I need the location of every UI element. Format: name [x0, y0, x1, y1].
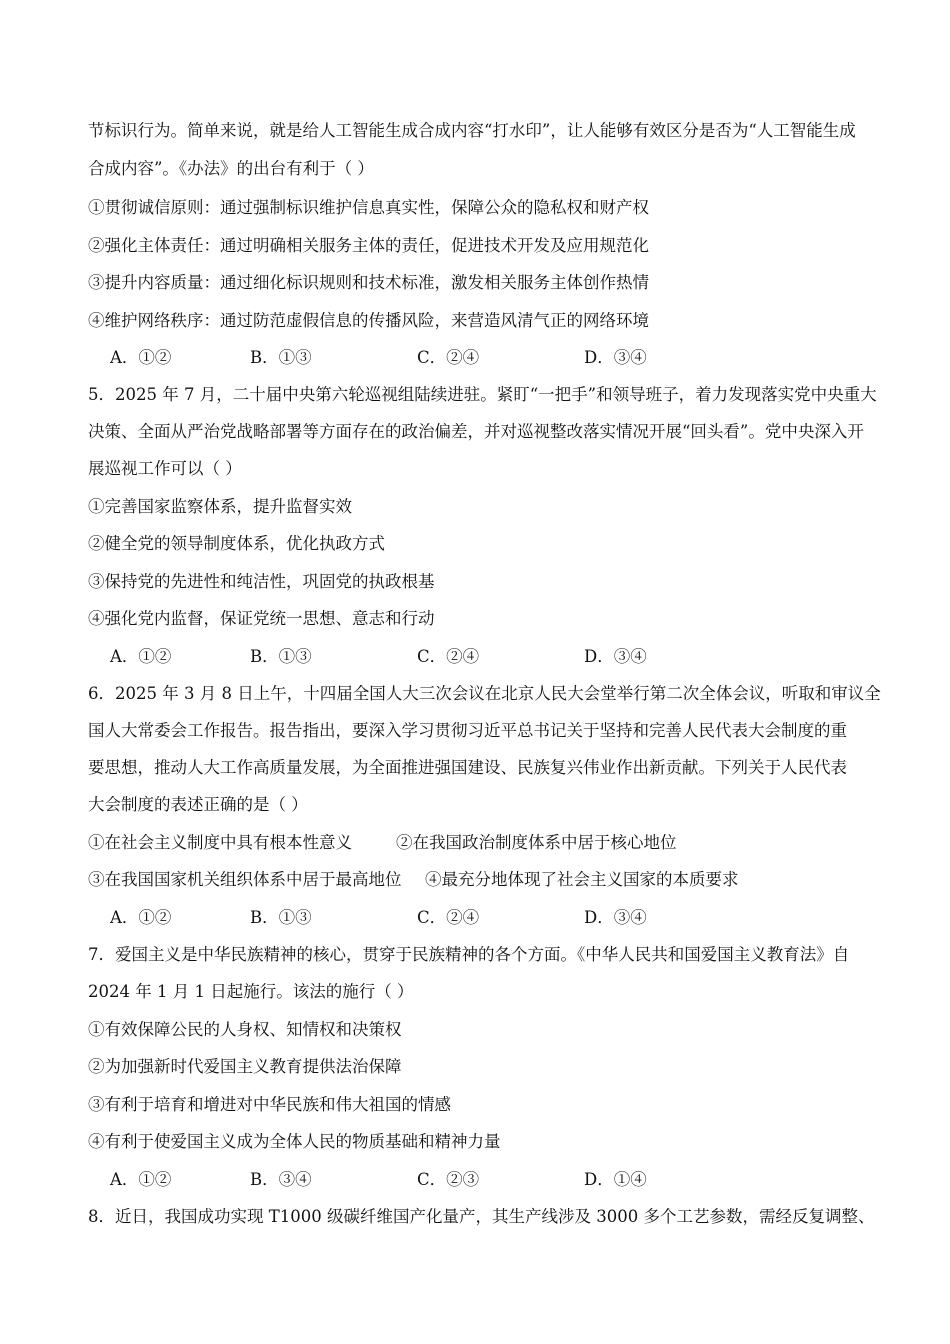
q8-stem-line-1: 8．近日，我国成功实现 T1000 级碳纤维国产化量产，其生产线涉及 3000 多个工艺参数，需经反复调整、	[88, 1207, 875, 1226]
q5-item-1: ①完善国家监察体系，提升监督实效	[88, 497, 352, 516]
q6-item-4: ④最充分地体现了社会主义国家的本质要求	[425, 870, 739, 889]
q7-stem-line-1: 7．爱国主义是中华民族精神的核心，贯穿于民族精神的各个方面。《中华人民共和国爱国主义教育法》自	[88, 945, 850, 964]
q5-item-2: ②健全党的领导制度体系，优化执政方式	[88, 534, 385, 553]
q6-option-a[interactable]: A．①②	[110, 908, 172, 927]
q7-item-4: ④有利于使爱国主义成为全体人民的物质基础和精神力量	[88, 1132, 501, 1151]
q7-option-a[interactable]: A．①②	[110, 1170, 172, 1189]
q6-option-b[interactable]: B．①③	[250, 908, 312, 927]
q6-items-row-1	[88, 832, 868, 854]
q5-option-d[interactable]: D．③④	[584, 647, 647, 666]
q7-item-1: ①有效保障公民的人身权、知情权和决策权	[88, 1020, 402, 1039]
q4-stem-line-1: 节标识行为。简单来说，就是给人工智能生成合成内容“打水印”，让人能够有效区分是否为“人工智能生成	[88, 121, 856, 140]
q4-option-b[interactable]: B．①③	[250, 348, 312, 367]
q5-stem-line-1: 5．2025 年 7 月，二十届中央第六轮巡视组陆续进驻。紧盯“一把手”和领导班子，着力发现落实党中央重大	[88, 385, 877, 404]
q7-option-d[interactable]: D．①④	[584, 1170, 647, 1189]
q5-stem-line-2: 决策、全面从严治党战略部署等方面存在的政治偏差，并对巡视整改落实情况开展“回头看”。党中央深入开	[88, 422, 864, 441]
q5-item-3: ③保持党的先进性和纯洁性，巩固党的执政根基	[88, 572, 435, 591]
q6-item-2: ②在我国政治制度体系中居于核心地位	[396, 833, 677, 852]
q6-stem-line-1: 6．2025 年 3 月 8 日上午，十四届全国人大三次会议在北京人民大会堂举行第二次全体会议，听取和审议全	[88, 684, 881, 703]
q7-item-2: ②为加强新时代爱国主义教育提供法治保障	[88, 1057, 402, 1076]
q4-option-c[interactable]: C．②④	[417, 348, 480, 367]
q7-stem-line-2: 2024 年 1 月 1 日起施行。该法的施行（ ）	[88, 982, 414, 1001]
q4-item-2: ②强化主体责任：通过明确相关服务主体的责任，促进技术开发及应用规范化	[88, 236, 649, 255]
q6-stem-line-3: 要思想，推动人大工作高质量发展，为全面推进强国建设、民族复兴伟业作出新贡献。下列关于人民代表	[88, 758, 847, 777]
q4-option-d[interactable]: D．③④	[584, 348, 647, 367]
q4-stem-line-2: 合成内容”。《办法》的出台有利于（ ）	[88, 159, 374, 178]
q4-item-4: ④维护网络秩序：通过防范虚假信息的传播风险，来营造风清气正的网络环境	[88, 311, 649, 330]
q6-option-d[interactable]: D．③④	[584, 908, 647, 927]
q5-item-4: ④强化党内监督，保证党统一思想、意志和行动	[88, 609, 435, 628]
q6-option-c[interactable]: C．②④	[417, 908, 480, 927]
q5-option-c[interactable]: C．②④	[417, 647, 480, 666]
q5-option-a[interactable]: A．①②	[110, 647, 172, 666]
q7-item-3: ③有利于培育和增进对中华民族和伟大祖国的情感	[88, 1095, 451, 1114]
q7-option-b[interactable]: B．③④	[250, 1170, 312, 1189]
q6-item-1: ①在社会主义制度中具有根本性意义	[88, 833, 352, 852]
q6-item-3: ③在我国国家机关组织体系中居于最高地位	[88, 870, 402, 889]
q5-option-b[interactable]: B．①③	[250, 647, 312, 666]
q4-option-a[interactable]: A．①②	[110, 348, 172, 367]
q6-stem-line-4: 大会制度的表述正确的是（ ）	[88, 795, 308, 814]
q6-items-row-2	[88, 869, 868, 891]
q4-item-3: ③提升内容质量：通过细化标识规则和技术标准，激发相关服务主体创作热情	[88, 273, 649, 292]
q6-stem-line-2: 国人大常委会工作报告。报告指出，要深入学习贯彻习近平总书记关于坚持和完善人民代表大会制度的重	[88, 721, 847, 740]
q5-stem-line-3: 展巡视工作可以（ ）	[88, 459, 242, 478]
q7-option-c[interactable]: C．②③	[417, 1170, 480, 1189]
q4-item-1: ①贯彻诚信原则：通过强制标识维护信息真实性，保障公众的隐私权和财产权	[88, 198, 649, 217]
